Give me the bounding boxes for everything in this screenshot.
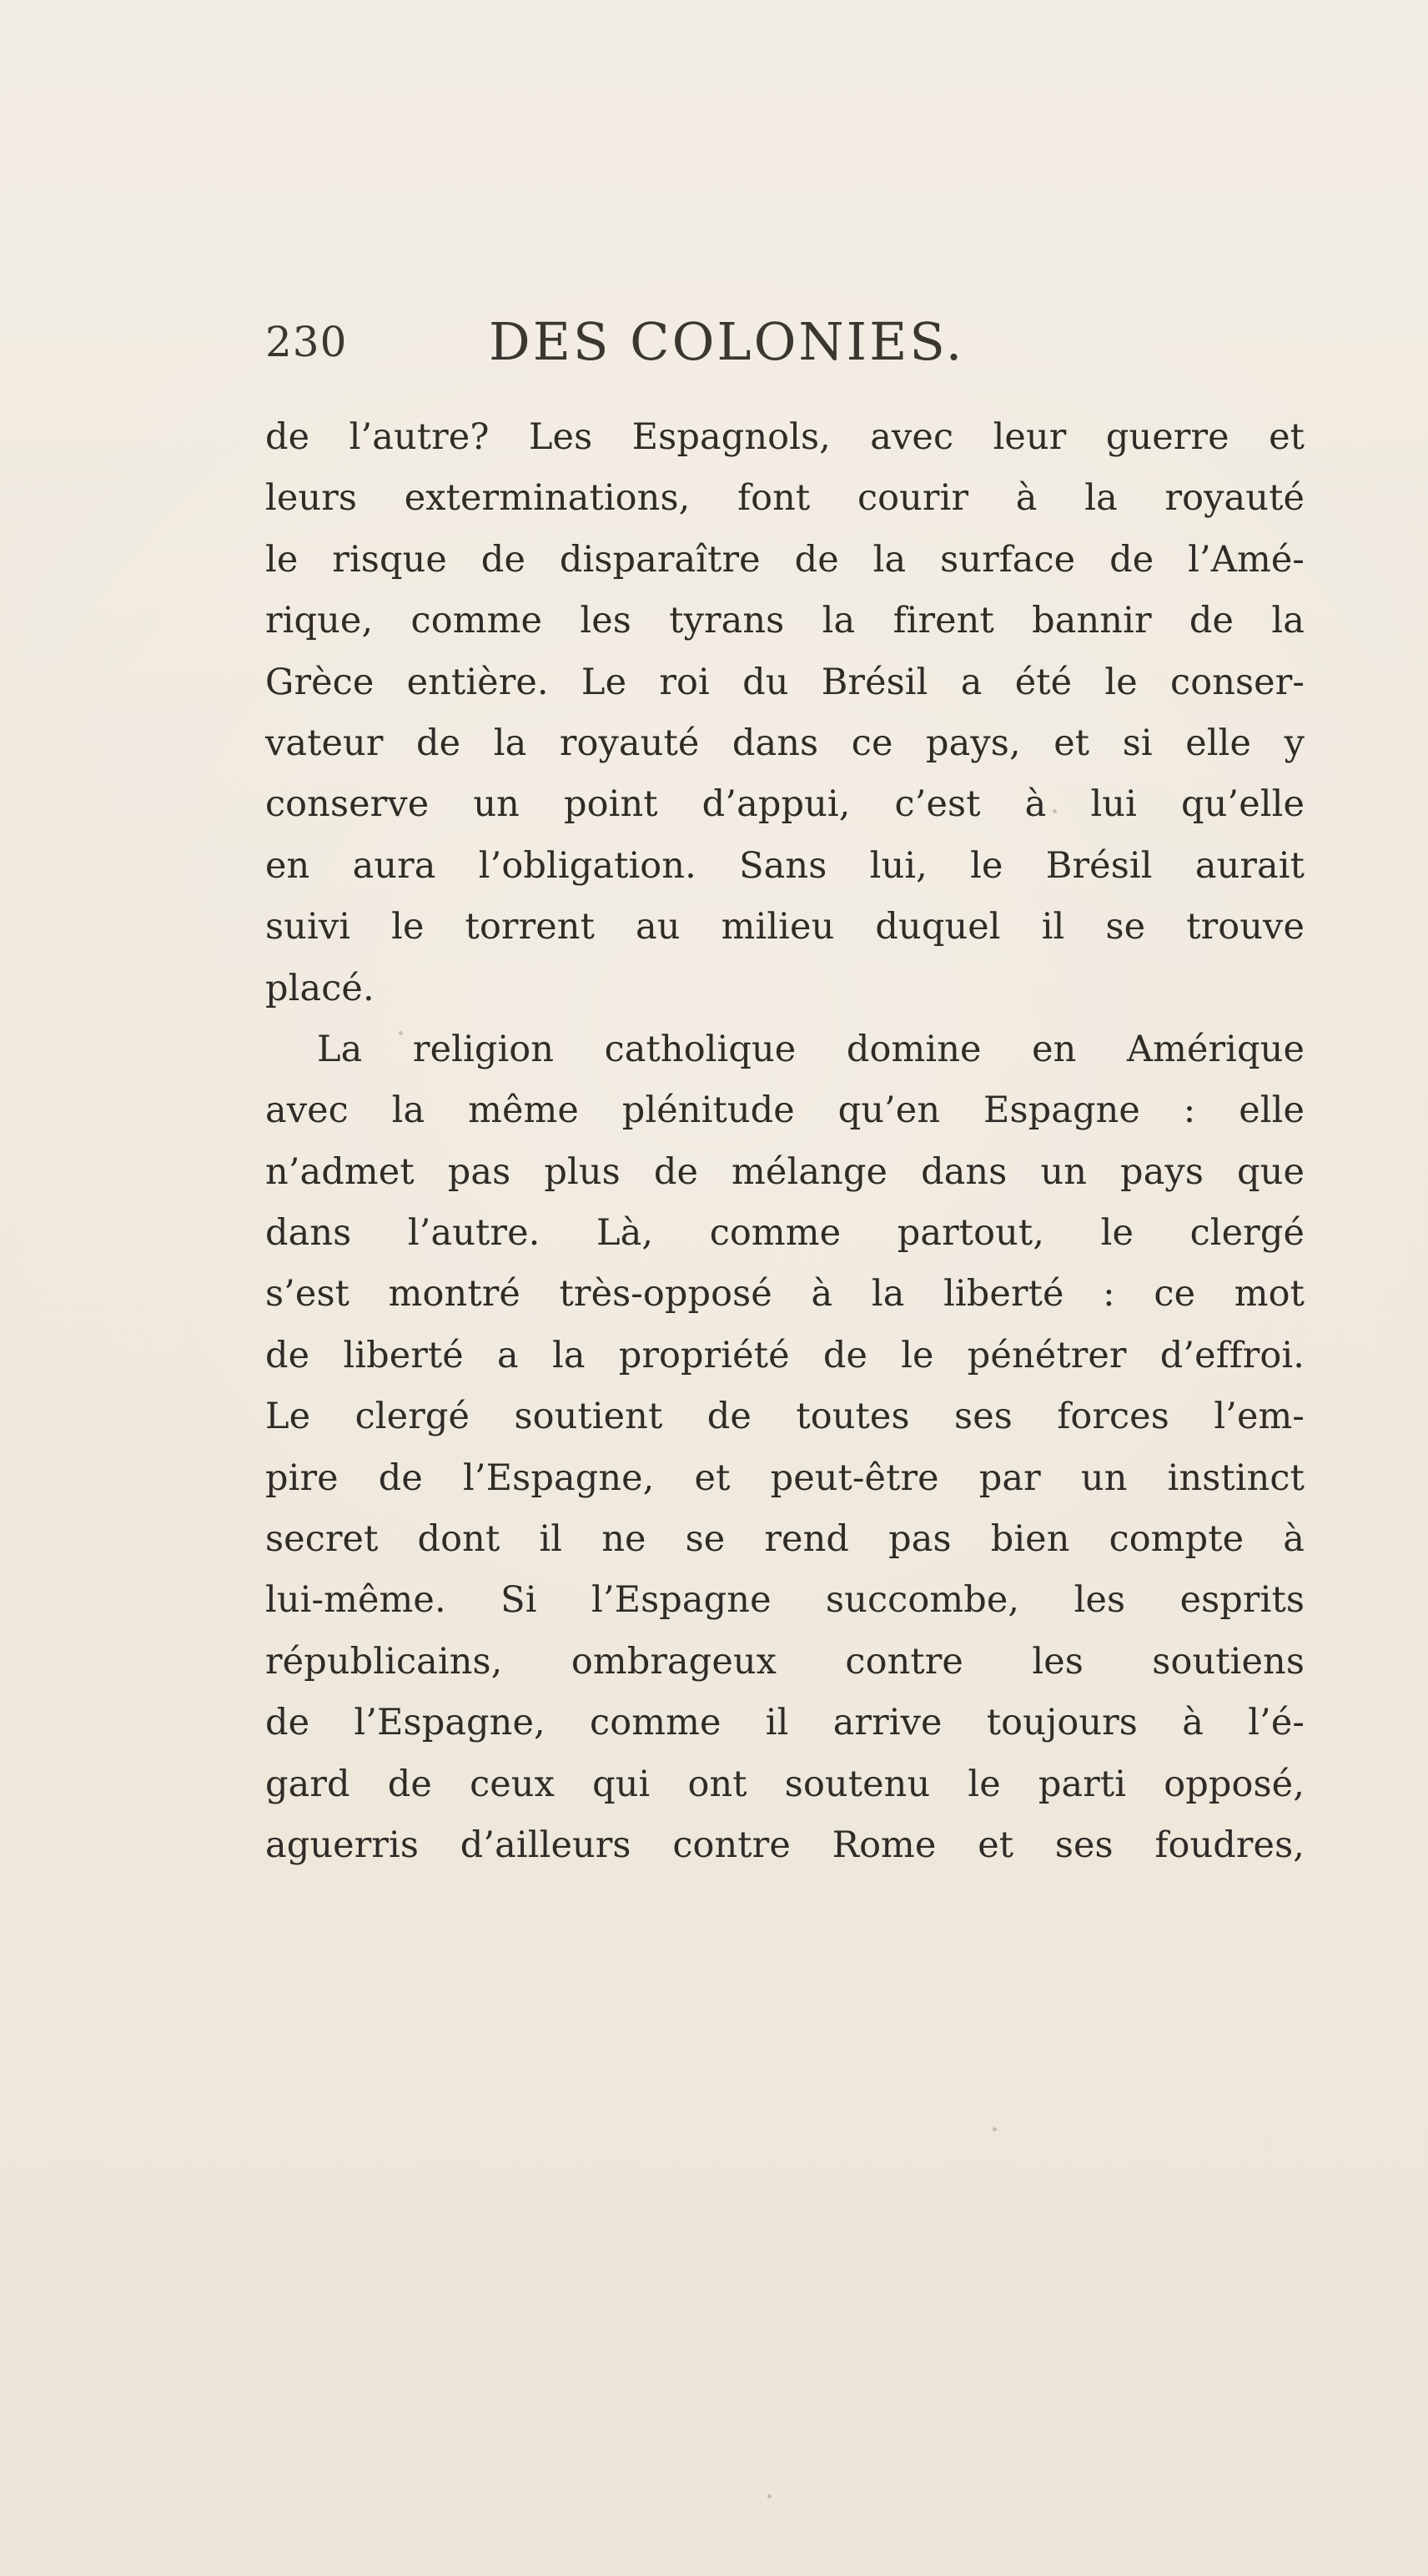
text-line: de l’Espagne, comme il arrive toujours à l’é- [265,1702,1305,1744]
text-line: secret dont il ne se rend pas bien compte à [265,1518,1305,1561]
text-line: républicains, ombrageux contre les soutiens [265,1640,1305,1683]
text-line: lui-même. Si l’Espagne succombe, les esprits [265,1579,1305,1622]
text-line: suivi le torrent au milieu duquel il se trouve [265,906,1305,948]
text-line: conserve un point d’appui, c’est à lui qu’elle [265,783,1305,826]
text-line: La religion catholique domine en Amérique [317,1028,1305,1070]
paper-fleck [767,2494,772,2498]
text-line: rique, comme les tyrans la firent bannir de la [265,600,1305,642]
text-line: en aura l’obligation. Sans lui, le Brésil aurait [265,844,1305,887]
text-line: de liberté a la propriété de le pénétrer d’effroi. [265,1334,1305,1376]
text-line: vateur de la royauté dans ce pays, et si elle y [265,722,1305,764]
text-line: Grèce entière. Le roi du Brésil a été le conser- [265,661,1305,703]
text-line: gard de ceux qui ont soutenu le parti opposé, [265,1763,1305,1805]
text-line: placé. [265,967,375,1009]
paper-fleck [399,1031,403,1035]
page-number: 230 [265,318,348,366]
text-line: pire de l’Espagne, et peut-être par un instinct [265,1457,1305,1499]
text-line: le risque de disparaître de la surface de l’Amé- [265,538,1305,581]
text-line: n’admet pas plus de mélange dans un pays que [265,1150,1305,1193]
paper-fleck [1053,809,1057,813]
text-line: de l’autre? Les Espagnols, avec leur guerre et [265,416,1305,458]
text-line: s’est montré très-opposé à la liberté : ce mot [265,1273,1305,1316]
paper-fleck [993,2127,997,2131]
running-title: DES COLONIES. [489,311,965,372]
text-line: Le clergé soutient de toutes ses forces l’em- [265,1396,1305,1438]
running-head [265,313,1183,371]
body-text [265,407,1305,1876]
text-line: dans l’autre. Là, comme partout, le clergé [265,1212,1305,1255]
text-line: avec la même plénitude qu’en Espagne : elle [265,1089,1305,1132]
text-line: leurs exterminations, font courir à la royauté [265,477,1305,520]
text-line: aguerris d’ailleurs contre Rome et ses foudres, [265,1824,1305,1866]
